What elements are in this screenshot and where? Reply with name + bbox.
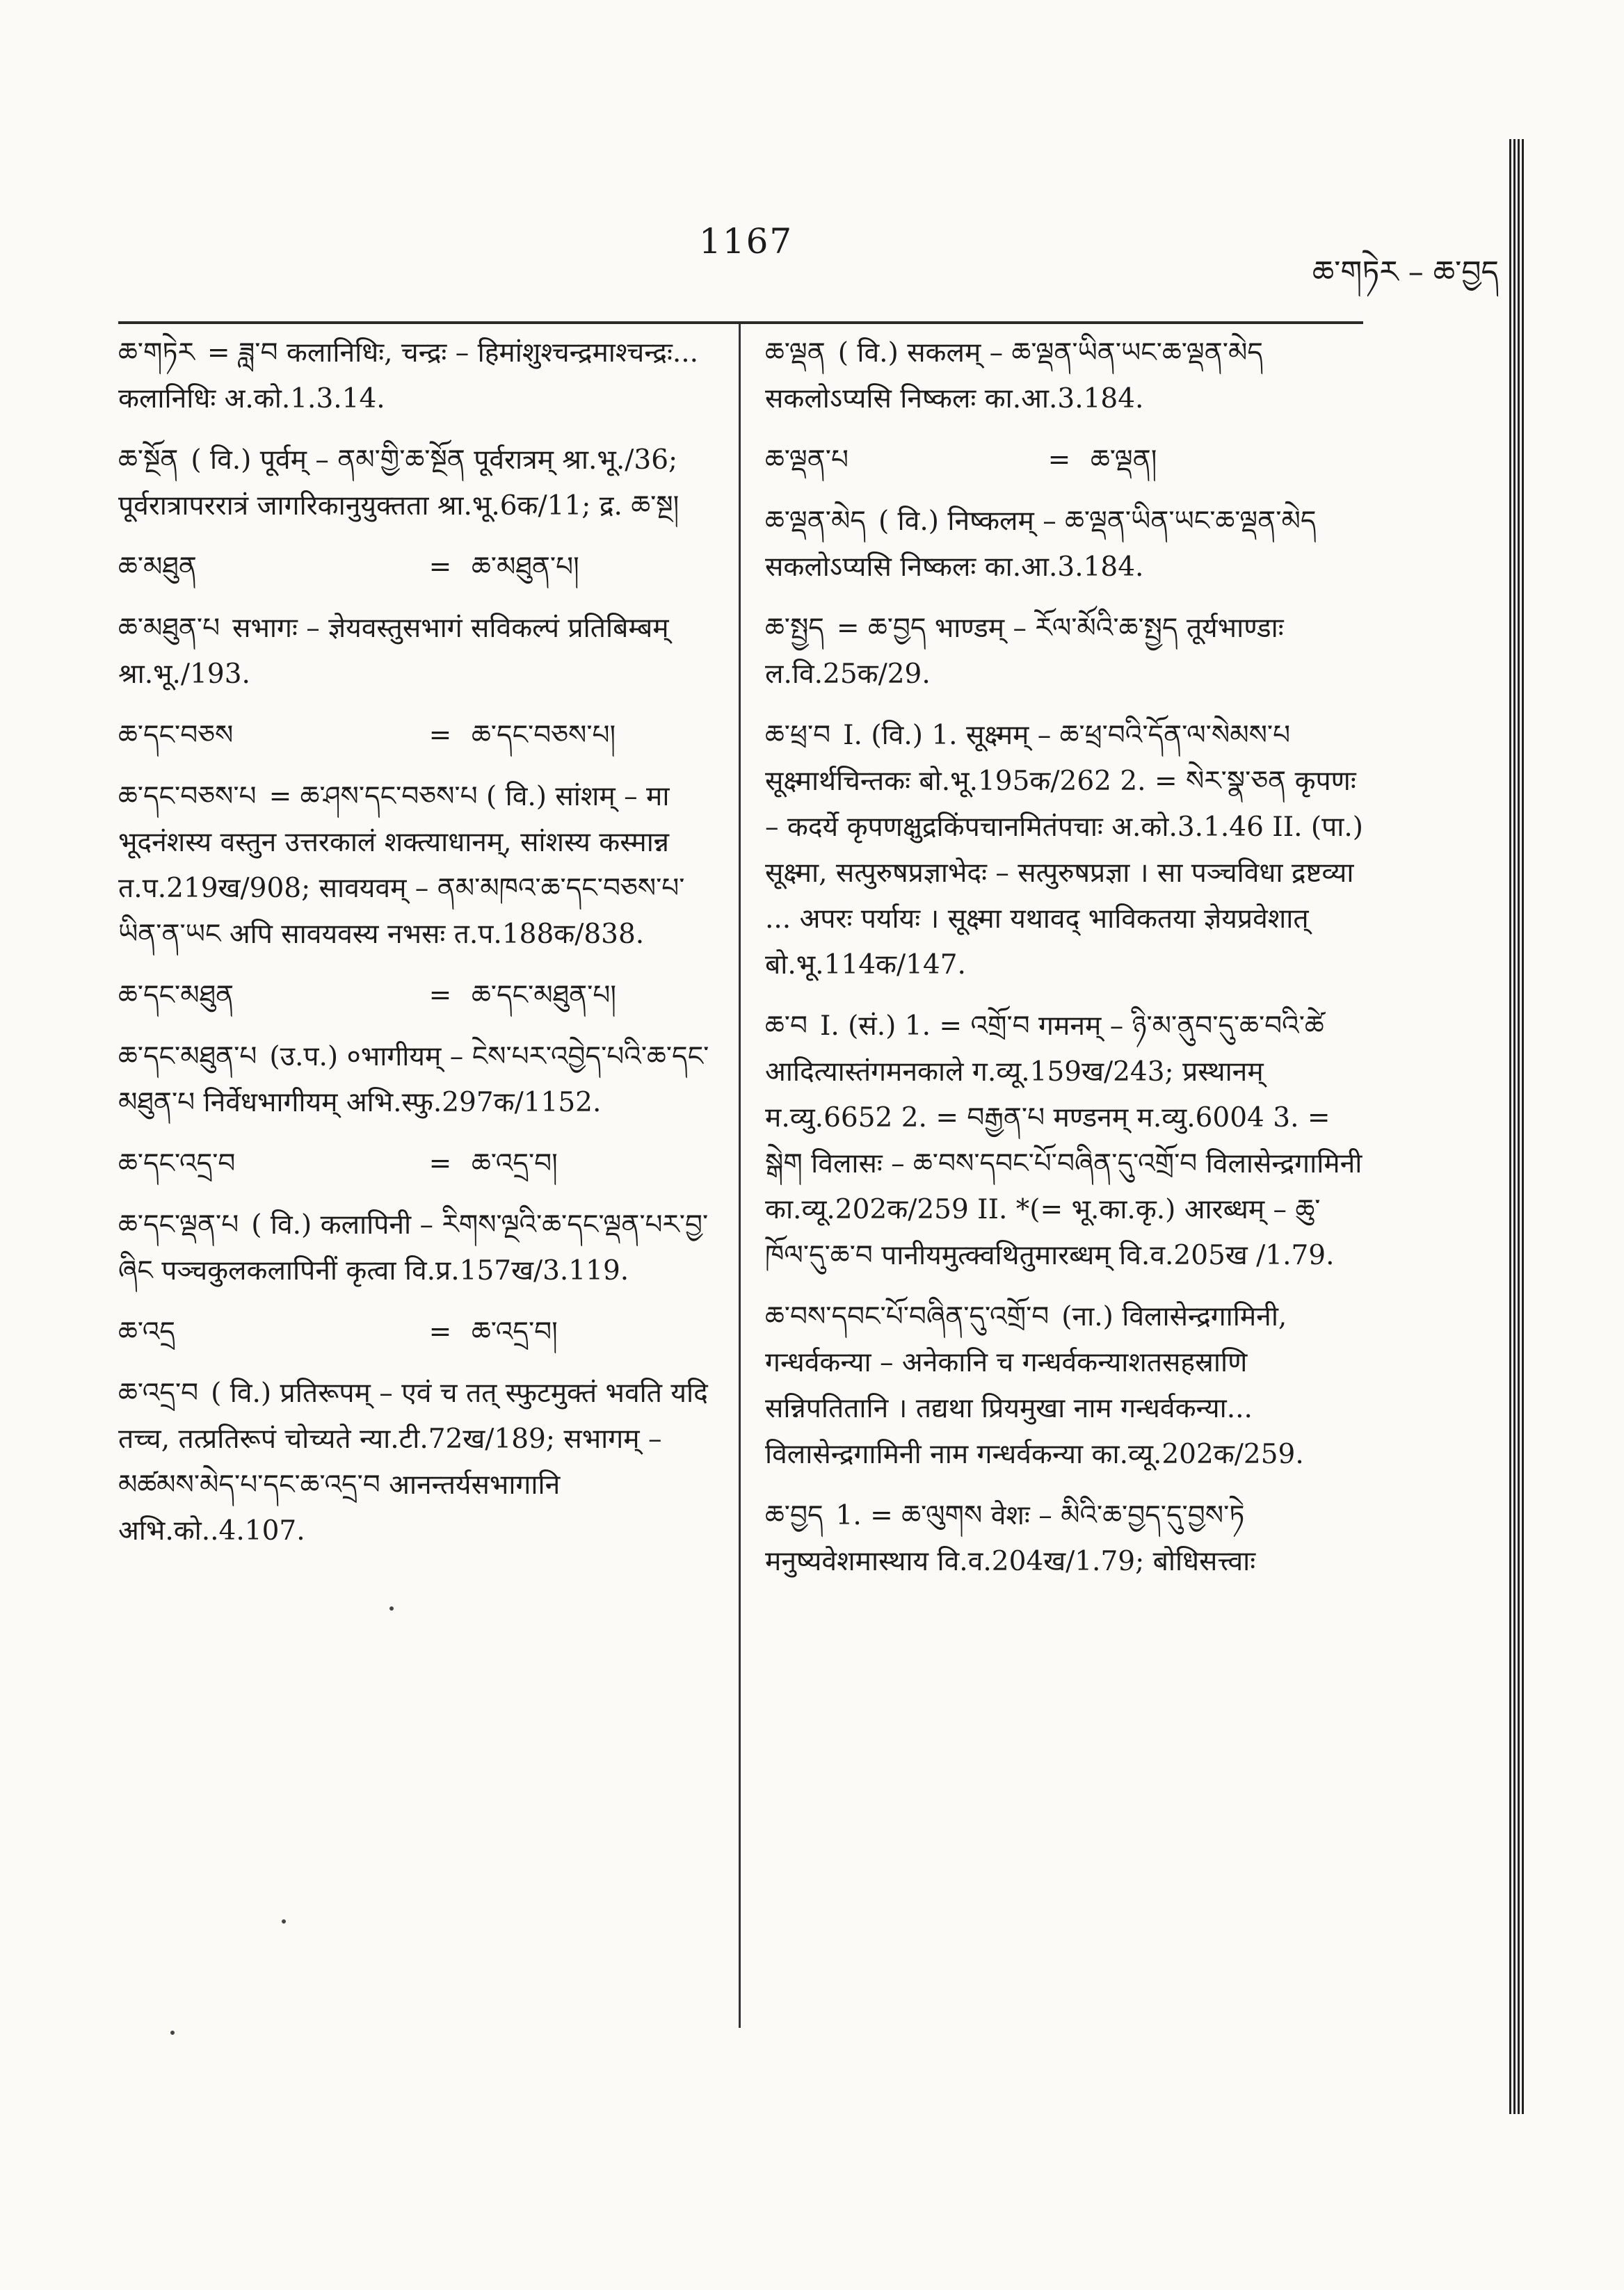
dictionary-entry [118, 330, 709, 422]
entry-definition: ( वि.) सकलम् – ཆ་ལྡན་ཡིན་ཡང་ཆ་ལྡན་མེད सकलोऽप्यसि निष्कलः का.आ.3.184. [765, 337, 1263, 414]
entry-definition: 1. = ཆ་ལུགས वेशः – མིའི་ཆ་བྱད་དུ་བྱས་ཏེ मनुष्यवेशमास्थाय वि.व.204ख/1.79; बोधिसत्त्वाः [765, 1500, 1256, 1577]
dictionary-entry [118, 1202, 709, 1294]
equals-sign: = [428, 1316, 452, 1348]
entry-definition: = ཆ་ཤས་དང་བཅས་པ ( वि.) सांशम् – मा भूदनंशस्य वस्तुन उत्तरकालं शक्त्याधानम्, सांशस्य कस्मान्न त.प.219ख/908; सावयवम् – ནམ་མཁའ་ཆ་དང་བཅས་པ་ཡིན་ན་ཡང अपि सावयवस्य नभसः त.प.188क/838. [118, 781, 685, 950]
entry-headword: ཆ་མཐུན [118, 551, 197, 583]
entry-headword: ཆ་སྤྱད [765, 613, 824, 644]
entry-definition: = ཆ་བྱད भाण्डम् – རོལ་མོའི་ཆ་སྤྱད तूर्यभाण्डाः ल.वि.25क/29. [765, 613, 1284, 690]
entry-headword: ཆ་སྔོན [118, 444, 179, 476]
entry-target: ཆ་མཐུན་པ། [472, 551, 579, 583]
stray-mark [170, 2031, 175, 2035]
entry-headword: ཆ་དང་མཐུན་པ [118, 1041, 257, 1072]
dictionary-entry [765, 713, 1363, 988]
equals-sign: = [428, 720, 452, 751]
dictionary-entry [765, 606, 1363, 698]
entry-definition: I. (सं.) 1. = འགྲོ་བ गमनम् – ཉི་མ་ནུབ་དུ་ཆ་བའི་ཚེ आदित्यास्तंगमनकाले ग.व्यू.159ख/243; प्रस्थानम् म.व्यु.6652 2. = བརྒྱན་པ मण्डनम् म.व्यु.6004 3. = སྒེག विलासः – ཆ་བས་དབང་པོ་བཞིན་དུ་འགྲོ་བ विलासेन्द्रगामिनी का.व्यू.202क/259 II. *(= भू.का.कृ.) आरब्धम् – ཆུ་ཁོལ་དུ་ཆ་བ पानीयमुत्क्वथितुमारब्धम् वि.व.205ख /1.79. [765, 1010, 1362, 1271]
dictionary-entry [765, 499, 1363, 590]
entry-headword: ཆ་ལྡན་པ [765, 444, 849, 476]
dictionary-entry [765, 1294, 1363, 1478]
equals-sign: = [428, 551, 452, 583]
entry-target: ཆ་དང་བཅས་པ། [472, 720, 616, 751]
entry-headword: ཆ་དང་འདྲ་བ [118, 1148, 236, 1179]
entry-headword: ཆ་དང་ལྡན་པ [118, 1209, 239, 1241]
cross-reference-entry [118, 1309, 709, 1355]
entry-definition: (उ.प.) ०भागीयम् – ངེས་པར་འབྱེད་པའི་ཆ་དང་མཐུན་པ निर्वेधभागीयम् अभि.स्फु.297क/1152. [118, 1041, 709, 1118]
entry-headword: ཆ་བ [765, 1010, 807, 1042]
entry-headword: ཆ་དང་བཅས [118, 720, 234, 751]
right-column [765, 330, 1363, 1600]
entry-headword: ཆ་དང་མཐུན [118, 980, 234, 1011]
dictionary-entry [118, 437, 709, 529]
cross-reference-entry [118, 545, 709, 590]
stray-mark [389, 1606, 394, 1611]
entry-target: ཆ་ལྡན། [1091, 444, 1157, 476]
entry-definition: ( वि.) पूर्वम् – ནམ་གྱི་ཆ་སྔོན पूर्वरात्रम् श्रा.भू./36; पूर्वरात्रापररात्रं जागरिकानुयुक्तता श्रा.भू.6क/11; द्र. ཆ་སྔ། [118, 444, 680, 522]
entry-definition: ( वि.) निष्कलम् – ཆ་ལྡན་ཡིན་ཡང་ཆ་ལྡན་མེད सकलोऽप्यसि निष्कलः का.आ.3.184. [765, 506, 1317, 583]
entry-headword: ཆ་ལྡན་མེད [765, 506, 866, 537]
cross-reference-entry [765, 437, 1363, 483]
dictionary-entry [765, 1493, 1363, 1585]
entry-definition: ( वि.) कलापिनी – རིགས་ལྔའི་ཆ་དང་ལྡན་པར་བྱ་ཞིང पञ्चकुलकलापिनीं कृत्वा वि.प्र.157ख/3.119. [118, 1209, 709, 1287]
cross-reference-entry [118, 713, 709, 759]
entry-target: ཆ་འདྲ་བ། [472, 1316, 558, 1348]
entry-headword: ཆ་གཏེར [118, 337, 195, 369]
entry-target: ཆ་དང་མཐུན་པ། [472, 980, 617, 1011]
entry-headword: ཆ་འདྲ་བ [118, 1378, 199, 1409]
dictionary-entry [765, 1003, 1363, 1279]
dictionary-entry [118, 606, 709, 698]
entry-target: ཆ་འདྲ་བ། [472, 1148, 558, 1179]
dictionary-entry [118, 774, 709, 958]
equals-sign: = [1047, 444, 1071, 476]
dictionary-entry [118, 1034, 709, 1126]
entry-headword: ཆ་ལྡན [765, 337, 826, 369]
entry-headword: ཆ་བས་དབང་པོ་བཞིན་དུ་འགྲོ་བ [765, 1301, 1050, 1332]
left-column [118, 330, 709, 1570]
running-head: ཆ་གཏེར – ཆ་བྱད [1312, 255, 1499, 290]
dictionary-entry [765, 330, 1363, 422]
entry-headword: ཆ་དང་བཅས་པ [118, 781, 257, 812]
equals-sign: = [428, 1148, 452, 1179]
stray-mark [282, 1919, 286, 1924]
entry-definition: = ཟླ་བ कलानिधिः, चन्द्रः – हिमांशुश्चन्द्रमाश्चन्द्रः... कलानिधिः अ.को.1.3.14. [118, 337, 699, 414]
entry-definition: I. (वि.) 1. सूक्ष्मम् – ཆ་ཕྲ་བའི་དོན་ལ་སེམས་པ सूक्ष्मार्थचिन्तकः बो.भू.195क/262 2. = སེར་སྣ་ཅན कृपणः – कदर्ये कृपणक्षुद्रकिंपचानमितंपचाः अ.को.3.1.46 II. (पा.) सूक्ष्मा, सत्पुरुषप्रज्ञाभेदः – सत्पुरुषप्रज्ञा । सा पञ्चविधा द्रष्टव्या ... अपरः पर्यायः । सूक्ष्मा यथावद् भाविकतया ज्ञेयप्रवेशात् बो.भू.114क/147. [765, 720, 1363, 981]
dictionary-entry [118, 1371, 709, 1554]
column-divider [739, 324, 741, 2028]
cross-reference-entry [118, 1141, 709, 1187]
entry-headword: ཆ་བྱད [765, 1500, 823, 1531]
entry-headword: ཆ་འདྲ [118, 1316, 175, 1348]
entry-definition: सभागः – ज्ञेयवस्तुसभागं सविकल्पं प्रतिबिम्बम् श्रा.भू./193. [118, 613, 669, 690]
header-rule [118, 321, 1363, 324]
page-number: 1167 [699, 221, 794, 261]
entry-headword: ཆ་མཐུན་པ [118, 613, 220, 644]
entry-definition: (ना.) विलासेन्द्रगामिनी, गन्धर्वकन्या – अनेकानि च गन्धर्वकन्याशतसहस्राणि सन्निपतितानि । तद्यथा प्रियमुखा नाम गन्धर्वकन्या... विलासेन्द्रगामिनी नाम गन्धर्वकन्या का.व्यू.202क/259. [765, 1301, 1304, 1470]
entry-headword: ཆ་ཕྲ་བ [765, 720, 831, 751]
cross-reference-entry [118, 973, 709, 1019]
equals-sign: = [428, 980, 452, 1011]
binding-edge [1509, 139, 1525, 2114]
entry-definition: ( वि.) प्रतिरूपम् – एवं च तत् स्फुटमुक्तं भवति यदि तच्च, तत्प्रतिरूपं चोच्यते न्या.टी.72ख/189; सभागम् – མཚམས་མེད་པ་དང་ཆ་འདྲ་བ आनन्तर्यसभागानि अभि.को..4.107. [118, 1378, 708, 1547]
